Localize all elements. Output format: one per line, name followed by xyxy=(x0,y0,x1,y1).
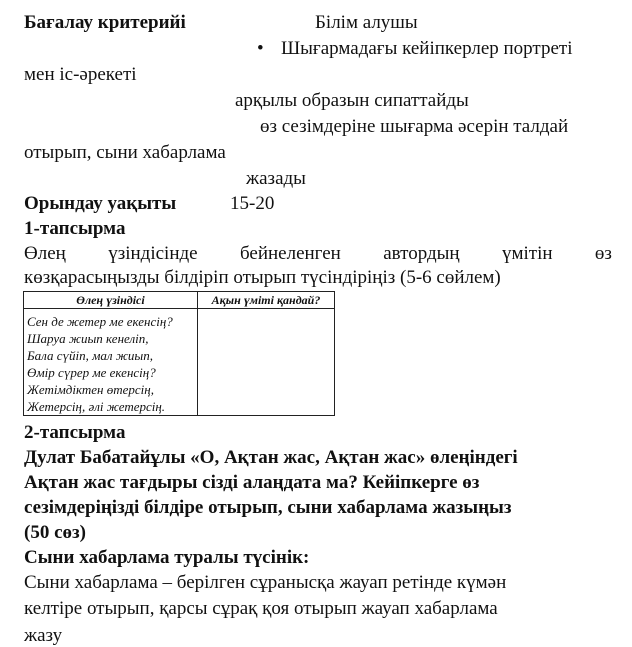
cutoff-line xyxy=(24,625,84,646)
criteria-line-3: арқылы образын сипаттайды xyxy=(235,90,469,111)
task1-text-line-2: көзқарасыңызды білдіріп отырып түсіндіріңіз (5-6 сөйлем) xyxy=(24,267,501,288)
concept-line-1: Сыни хабарлама – берілген сұранысқа жауап ретінде күмән xyxy=(24,572,507,593)
poem-line: Шаруа жиып кенеліп, xyxy=(27,331,149,346)
learner-label: Білім алушы xyxy=(315,12,418,33)
cutoff-text: жазу xyxy=(24,625,63,646)
poem-line: Сен де жетер ме екенсің? xyxy=(27,314,173,329)
task2-line-1: Дулат Бабатайұлы «О, Ақтан жас, Ақтан жас» өлеңіндегі xyxy=(24,447,518,468)
task1-text-line-1 xyxy=(24,243,612,265)
concept-title: Сыни хабарлама туралы түсінік: xyxy=(24,547,310,568)
poem-line: Жетерсің, әлі жетерсің. xyxy=(27,399,166,414)
task1-word: үмітін xyxy=(501,243,553,264)
answer-cell[interactable] xyxy=(198,309,335,416)
criteria-line-2: мен іс-әрекеті xyxy=(24,64,137,85)
task2-line-4: (50 сөз) xyxy=(24,522,86,543)
task2-line-2: Ақтан жас тағдыры сізді алаңдата ма? Кейіпкерге өз xyxy=(24,472,480,493)
poem-column-header: Өлең үзіндісі xyxy=(24,292,198,309)
poem-line: Бала сүйіп, мал жиып, xyxy=(27,348,153,363)
task2-title: 2-тапсырма xyxy=(24,422,126,443)
time-label: Орындау уақыты xyxy=(24,193,177,214)
task2-line-3: сезімдеріңізді білдіре отырып, сыни хабарлама жазыңыз xyxy=(24,497,512,518)
poem-table xyxy=(23,291,335,416)
task1-word: бейнеленген xyxy=(239,243,341,264)
criteria-heading: Бағалау критерийі xyxy=(24,12,186,33)
poem-excerpt-cell xyxy=(24,309,198,416)
task1-word: автордың xyxy=(383,243,460,264)
task1-word: үзіндісінде xyxy=(108,243,198,264)
criteria-line-6: жазады xyxy=(246,168,306,189)
poem-line: Жетімдіктен өтерсің, xyxy=(27,382,154,397)
poem-line: Өмір сүрер ме екенсің? xyxy=(27,365,156,380)
bullet-marker: • xyxy=(257,38,264,59)
time-value: 15-20 xyxy=(230,193,275,214)
criteria-line-1: Шығармадағы кейіпкерлер портреті xyxy=(281,38,573,59)
task1-word: Өлең xyxy=(24,243,66,264)
poem-table-header-row xyxy=(24,292,335,309)
hope-column-header: Ақын үміті қандай? xyxy=(198,292,335,309)
criteria-line-5: отырып, сыни хабарлама xyxy=(24,142,226,163)
task1-word: өз xyxy=(594,243,612,264)
poem-table-row xyxy=(24,309,335,416)
criteria-line-4: өз сезімдеріне шығарма әсерін талдай xyxy=(260,116,569,137)
concept-line-2: келтіре отырып, қарсы сұрақ қоя отырып жауап хабарлама xyxy=(24,598,498,619)
task1-title: 1-тапсырма xyxy=(24,218,126,239)
